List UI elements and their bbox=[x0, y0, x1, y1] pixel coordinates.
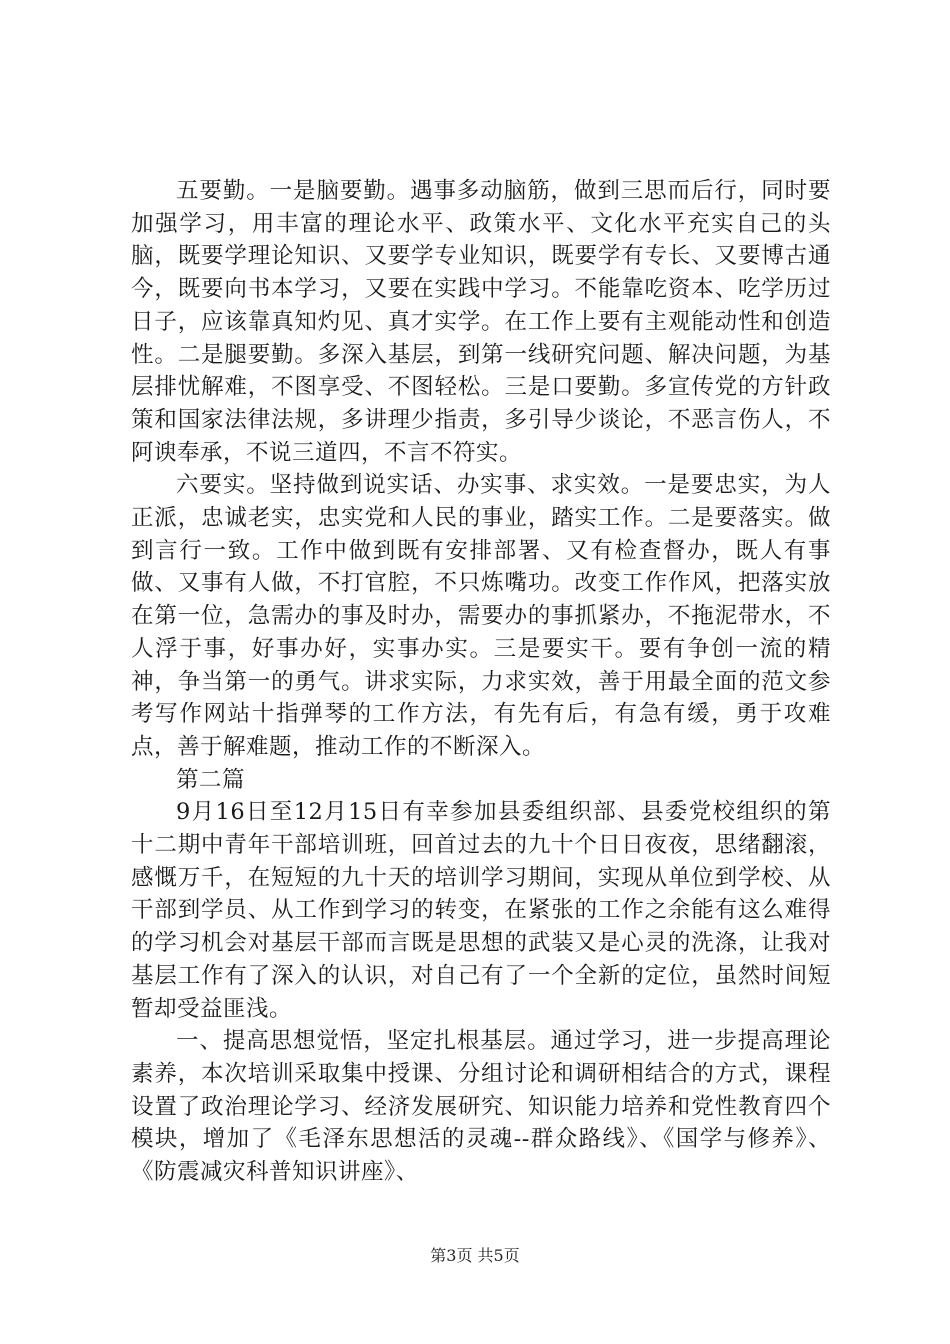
paragraph-six-practical: 六要实。坚持做到说实话、办实事、求实效。一是要忠实，为人正派，忠诚老实，忠实党和人民的事业，踏实工作。二是要落实。做到言行一致。工作中做到既有安排部署、又有检查督办，既人有事做、又事有人做，不打官腔，不只炼嘴功。改变工作作风，把落实放在第一位，急需办的事及时办，需要办的事抓紧办，不拖泥带水，不人浮于事，好事办好，实事办实。三是要实干。要有争创一流的精神，争当第一的勇气。讲求实际，力求实效，善于用最全面的范文参考写作网站十指弹琴的工作方法，有先有后，有急有缓，勇于攻难点，善于解难题，推动工作的不断深入。 bbox=[131, 472, 831, 760]
section-heading: 第二篇 bbox=[176, 766, 246, 793]
paragraph-improve-awareness: 一、提高思想觉悟，坚定扎根基层。通过学习，进一步提高理论素养，本次培训采取集中授课、分组讨论和调研相结合的方式，课程设置了政治理论学习、经济发展研究、知识能力培养和党性教育四个模块，增加了《毛泽东思想活的灵魂--群众路线》、《国学与修养》、《防震减灾科普知识讲座》、 bbox=[131, 1028, 831, 1186]
page-number: 第3页 共5页 bbox=[430, 1246, 520, 1265]
document-body bbox=[131, 175, 831, 1189]
paragraph-training-intro: 9月16日至12月15日有幸参加县委组织部、县委党校组织的第十二期中青年干部培训班，回首过去的九十个日日夜夜，思绪翻滚，感慨万千，在短短的九十天的培训学习期间，实现从单位到学校、从干部到学员、从工作到学习的转变，在紧张的工作之余能有这么难得的学习机会对基层干部而言既是思想的武装又是心灵的洗涤，让我对基层工作有了深入的认识，对自己有了一个全新的定位，虽然时间短暂却受益匪浅。 bbox=[131, 799, 831, 1022]
paragraph-five-diligence: 五要勤。一是脑要勤。遇事多动脑筋，做到三思而后行，同时要加强学习，用丰富的理论水平、政策水平、文化水平充实自己的头脑，既要学理论知识、又要学专业知识，既要学有专长、又要博古通今，既要向书本学习，又要在实践中学习。不能靠吃资本、吃学历过日子，应该靠真知灼见、真才实学。在工作上要有主观能动性和创造性。二是腿要勤。多深入基层，到第一线研究问题、解决问题，为基层排忧解难，不图享受、不图轻松。三是口要勤。多宣传党的方针政策和国家法律法规，多讲理少指责，多引导少谈论，不恶言伤人，不阿谀奉承，不说三道四，不言不符实。 bbox=[131, 178, 831, 466]
